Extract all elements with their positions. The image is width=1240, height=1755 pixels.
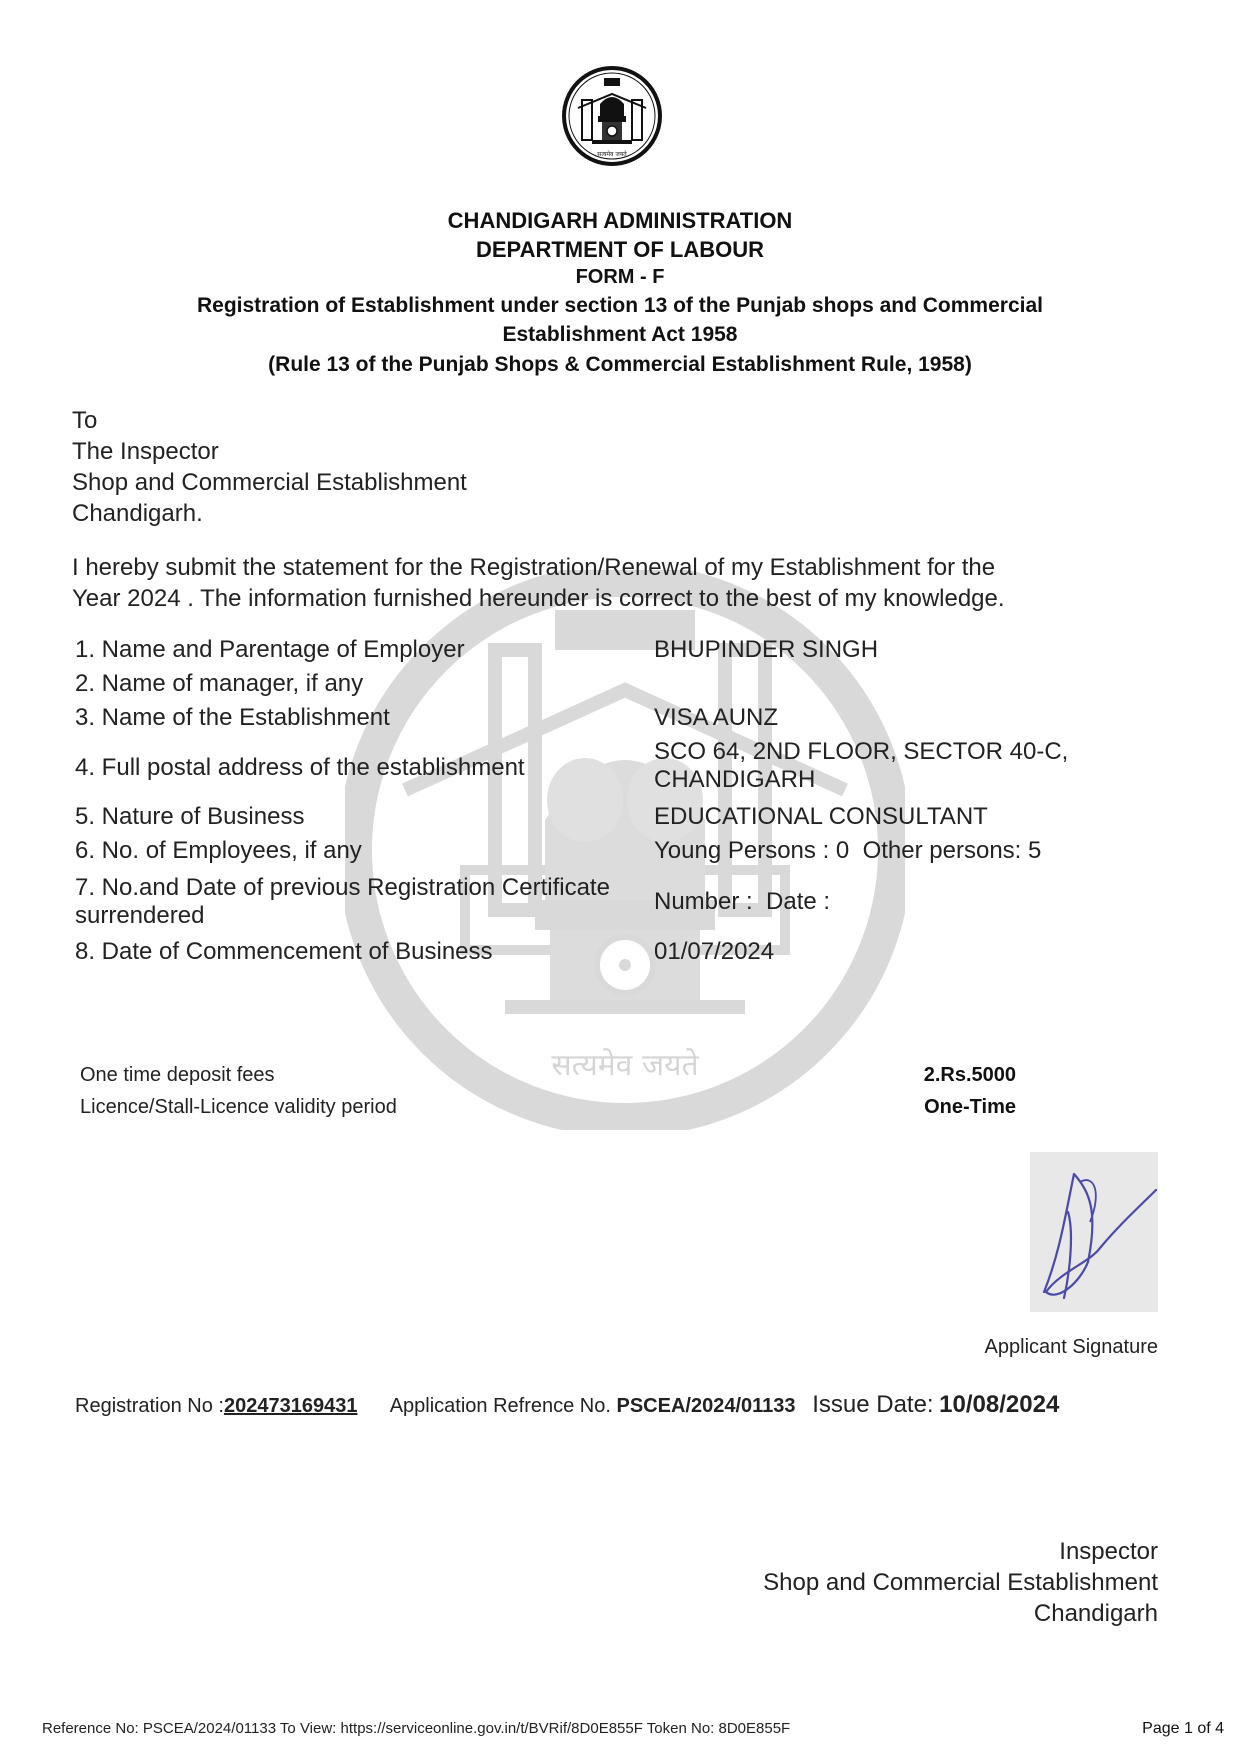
inspector-title: Inspector	[1059, 1538, 1158, 1565]
header-act: Establishment Act 1958	[502, 323, 738, 346]
detail-label: 5. Nature of Business	[75, 803, 305, 830]
detail-label: 7. No.and Date of previous Registration Certificate surrendered	[75, 874, 610, 929]
statement-line-1: I hereby submit the statement for the Registration/Renewal of my Establishment for the	[72, 554, 996, 581]
detail-label: 3. Name of the Establishment	[75, 704, 390, 731]
header-department: DEPARTMENT OF LABOUR	[475, 237, 765, 262]
reference-number-label: Application Refrence No.	[389, 1395, 611, 1417]
issue-date-label: Issue Date:	[812, 1391, 934, 1418]
applicant-signature-image	[1030, 1152, 1158, 1312]
page-number: Page 1 of 4	[1142, 1720, 1224, 1737]
detail-value: Young Persons : 0 Other persons: 5	[654, 837, 1042, 864]
applicant-signature-label: Applicant Signature	[984, 1336, 1158, 1358]
detail-value: Number : Date :	[654, 888, 831, 915]
issue-date: 10/08/2024	[939, 1391, 1060, 1418]
addressee-city: Chandigarh.	[72, 500, 203, 527]
registration-number: 202473169431	[223, 1395, 358, 1417]
registration-number-label: Registration No :	[75, 1395, 224, 1417]
detail-label: 2. Name of manager, if any	[75, 670, 364, 697]
deposit-fee-value: 2.Rs.5000	[923, 1064, 1016, 1086]
deposit-fee-label: One time deposit fees	[80, 1064, 275, 1086]
addressee-block	[72, 405, 467, 529]
footer-reference: Reference No: PSCEA/2024/01133 To View: https://serviceonline.gov.in/t/BVRif/8D0E855F Token No: 8D0E855F	[42, 1720, 791, 1737]
validity-value: One-Time	[924, 1096, 1016, 1118]
reference-number: PSCEA/2024/01133	[616, 1395, 796, 1417]
addressee-department: Shop and Commercial Establishment	[72, 469, 467, 496]
detail-value: EDUCATIONAL CONSULTANT	[654, 803, 988, 830]
detail-value: BHUPINDER SINGH	[654, 636, 879, 663]
detail-value: VISA AUNZ	[654, 704, 779, 731]
declaration-statement	[72, 552, 1092, 614]
detail-label: 4. Full postal address of the establishment	[75, 754, 525, 781]
svg-text:सत्यमेव जयते: सत्यमेव जयते	[551, 1048, 699, 1083]
addressee-to: To	[72, 407, 98, 434]
inspector-department: Shop and Commercial Establishment	[763, 1569, 1158, 1596]
detail-label: 1. Name and Parentage of Employer	[75, 636, 465, 663]
header-registration-title: Registration of Establishment under section 13 of the Punjab shops and Commercial	[197, 294, 1043, 317]
chandigarh-emblem-icon	[560, 64, 664, 168]
header-form: FORM - F	[575, 266, 665, 288]
header-administration: CHANDIGARH ADMINISTRATION	[447, 208, 793, 233]
inspector-city: Chandigarh	[1033, 1600, 1158, 1627]
statement-line-2: Year 2024 . The information furnished hereunder is correct to the best of my knowledge.	[72, 585, 1005, 612]
detail-label: 6. No. of Employees, if any	[75, 837, 362, 864]
addressee-title: The Inspector	[72, 438, 219, 465]
registration-line	[75, 1391, 1059, 1419]
detail-value: SCO 64, 2ND FLOOR, SECTOR 40-C, CHANDIGARH	[654, 738, 1069, 793]
inspector-block	[763, 1536, 1158, 1629]
header-rule: (Rule 13 of the Punjab Shops & Commercial Establishment Rule, 1958)	[268, 353, 972, 376]
detail-value: 01/07/2024	[654, 938, 775, 965]
svg-text:सत्यमेव जयते: सत्यमेव जयते	[597, 151, 627, 158]
validity-label: Licence/Stall-Licence validity period	[80, 1096, 397, 1118]
detail-label: 8. Date of Commencement of Business	[75, 938, 493, 965]
